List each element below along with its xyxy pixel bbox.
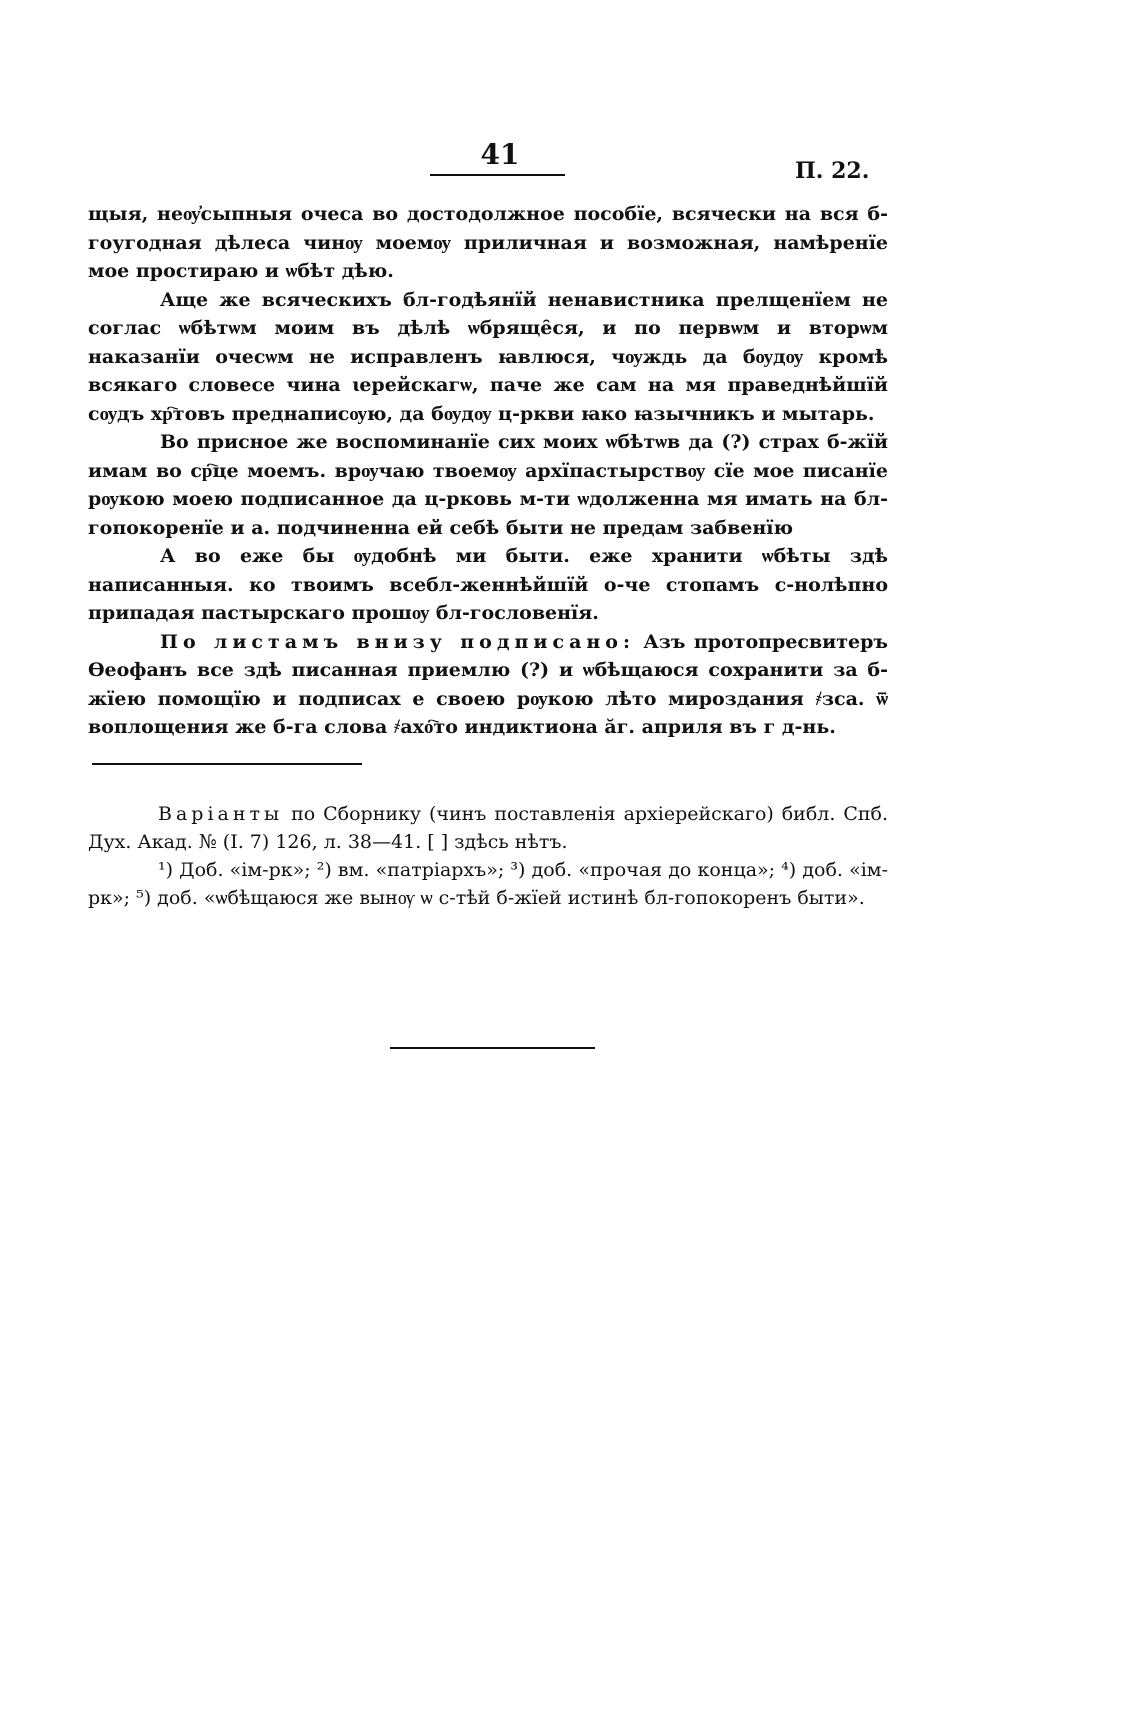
paragraph-3: Во присное же воспоминанїе сих моих ѡбѣтѡв да (?) страх б-жїй имам во ср҇це моемъ. врѹчаю твоемѹ архїпастырствѹ сїе мое писанїе рѹкою моею подписанное да ц-рковь м-ти ѡдолженна мя имать на бл-гопокоренїе и а. подчиненна ей себѣ быти не предам забвенїю: [88, 431, 888, 539]
page-number: 41: [480, 138, 520, 171]
footnote-rule: [92, 763, 362, 765]
page-header: [0, 132, 1140, 182]
header-rule: [430, 174, 565, 176]
paragraph-2: Аще же всяческихъ бл-годѣянїй ненавистника прелщенїем не соглас ѡбѣтѡм моим въ дѣлѣ ѡбряще̑ся, и по первѡм и вторѡм наказанїи очесѡм не исправленъ ꙗвлюся, чѹждь да бѹдѹ кромѣ всякаго словесе чина ꙇерейскагѡ, паче же сам на мя праведнѣйшїй сѹдъ хр҇товъ преднаписѹю, да бѹдѹ ц-ркви ꙗко ꙗзычникъ и мытарь.: [88, 288, 888, 425]
end-rule: [390, 1047, 595, 1049]
signature-paragraph: [88, 628, 888, 742]
variants-text: по Сборнику (чинъ поставленія архіерейскаго) библ. Спб. Дух. Акад. № (I. 7) 126, л. 38—41. [ ] здѣсь нѣтъ.: [88, 803, 888, 853]
footnote-notes: ¹) Доб. «ім-рк»; ²) вм. «патріархъ»; ³) доб. «прочая до конца»; ⁴) доб. «ім-рк»; ⁵) доб. «ѡбѣщаюся же вынѹ ѡ с-тѣй б-жїей истинѣ бл-гопокоренъ быти».: [88, 859, 888, 909]
paragraph-4: А во еже бы ѹдобнѣ ми быти. еже хранити ѡбѣты здѣ написанныя. ко твоимъ всебл-женнѣйшїй о-че стопамъ с-нолѣпно припадая пастырскаго прошѹ бл-гословенїя.: [88, 545, 888, 624]
signature-text: Азъ протопресвитеръ Ѳеофанъ все здѣ писанная приемлю (?) и ѡбѣщаюся сохранити за б-жїею помощїю и подписах е своею рѹкою лѣто мироздания ҂зса. ѿ воплощения же б-га слова ҂ахо҇то индиктиона ӑг. априля въ г д-нь.: [88, 630, 888, 738]
signature-label: По листамъ внизу подписано:: [160, 630, 635, 653]
variants-intro: [88, 800, 888, 856]
main-text: [88, 200, 888, 742]
section-mark: П. 22.: [795, 158, 870, 184]
variants-label: Варіанты: [158, 803, 284, 825]
footnotes: [88, 800, 888, 912]
paragraph-1: щыя, неѹ҆сыпныя очеса во достодолжное пособїе, всячески на вся б-гоугодная дѣлеса чинѹ моемѹ приличная и возможная, намѣренїе мое простираю и ѡбѣт дѣю.: [88, 203, 888, 282]
